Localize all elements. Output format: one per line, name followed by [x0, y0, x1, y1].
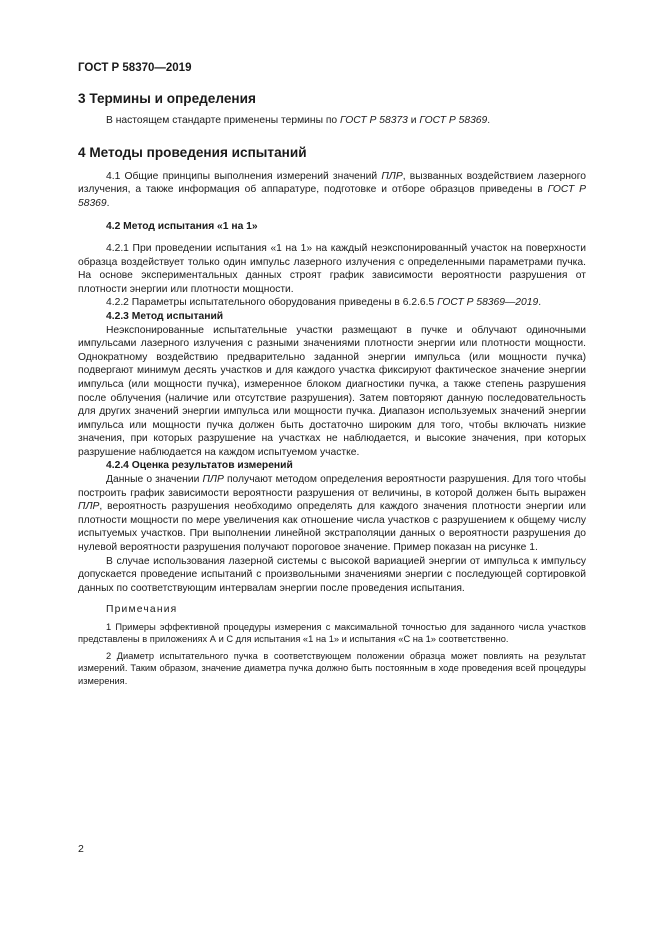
paragraph-4-2-4-b: В случае использования лазерной системы с высокой вариацией энергии от импульса к импульсу допускается проведение испытаний с произвольными значениями энергии с последующей сортировкой данных по соответствующим интервалам энергии после проведения испытания. — [78, 555, 586, 594]
paragraph-4-2-3: Неэкспонированные испытательные участки размещают в пучке и облучают одиночными импульсами лазерного излучения с разными значениями плотности энергии или плотности мощности. Однократному воздействию предварительно заданной энергии импульса (или мощности пучка) подвергают минимум десять участков и для каждого участка фиксируют фактическое значение энергии импульса (или мощности пучка), измеренное блоком диагностики пучка, а также степень разрушения после облучения (наличие или отсутствие разрушения). Затем повторяют данную последовательность для других значений энергии импульса или мощности пучка. Диапазон используемых значений энергии импульса или мощности пучка должен быть достаточно широким для того, чтобы включать низкие значения, при которых разрушение на участках не наблюдается, и высокие значения, при которых разрушение наблюдается на каждом испытуемом участке. — [78, 324, 586, 458]
paragraph-4-2-2: 4.2.2 Параметры испытательного оборудования приведены в 6.2.6.5 ГОСТ Р 58369—2019. — [106, 297, 542, 309]
ref-gost-58373: ГОСТ Р 58373 — [340, 115, 408, 126]
paragraph-4-1: 4.1 Общие принципы выполнения измерений значений ПЛР, вызванных воздействием лазерного излучения, а также информация об аппаратуре, подготовке и отборе образцов приведены в ГОСТ Р 58369. — [78, 170, 586, 209]
subsection-4-2-4-title: 4.2.4 Оценка результатов измерений — [106, 460, 293, 472]
ref-gost-58369: ГОСТ Р 58369 — [78, 184, 586, 209]
subsection-4-2-3-title: 4.2.3 Метод испытаний — [106, 310, 224, 322]
section-3-title: 3 Термины и определения — [78, 91, 256, 106]
document-body — [78, 90, 586, 687]
ref-gost-58369-2019: ГОСТ Р 58369—2019 — [437, 297, 539, 309]
note-2: 2 Диаметр испытательного пучка в соответствующем положении образца может повлиять на результат измерений. Таким образом, значение диаметра пучка должно быть постоянным в ходе проведения всей процедуры измерения. — [78, 650, 586, 686]
section-3-text: В настоящем стандарте применены термины по ГОСТ Р 58373 и ГОСТ Р 58369. — [106, 115, 491, 126]
note-1: 1 Примеры эффективной процедуры измерения с максимальной точностью для заданного числа участков представлены в приложениях А и С для испытания «1 на 1» и испытания «С на 1» соответственно. — [78, 622, 586, 645]
subsection-4-2-title: 4.2 Метод испытания «1 на 1» — [106, 221, 258, 233]
section-4-title: 4 Методы проведения испытаний — [78, 144, 307, 160]
page-number: 2 — [78, 843, 84, 855]
ref-gost-58369: ГОСТ Р 58369 — [419, 115, 488, 126]
document-header: ГОСТ Р 58370—2019 — [78, 62, 192, 74]
notes-title: Примечания — [106, 604, 178, 616]
paragraph-4-2-1: 4.2.1 При проведении испытания «1 на 1» на каждый неэкспонированный участок на поверхности образца воздействует только один импульс лазерного излучения с определенными параметрами пучка. На основе экспериментальных данных строят график зависимости вероятности разрушения от плотности энергии или плотности мощности. — [78, 242, 586, 295]
paragraph-4-2-4-a: Данные о значении ПЛР получают методом определения вероятности разрушения. Для того чтобы построить график зависимости вероятности разрушения от величины, в которой должен быть выражен ПЛР, вероятность разрушения необходимо определять для каждого значения плотности энергии или плотности мощности по мере увеличения как отношение числа участков с разрушением к общему числу испытуемых участков. При выполнении линейной экстраполяции данных о вероятности разрушения до нулевой вероятности разрушения получают пороговое значение. Пример показан на рисунке 1. — [78, 474, 586, 554]
